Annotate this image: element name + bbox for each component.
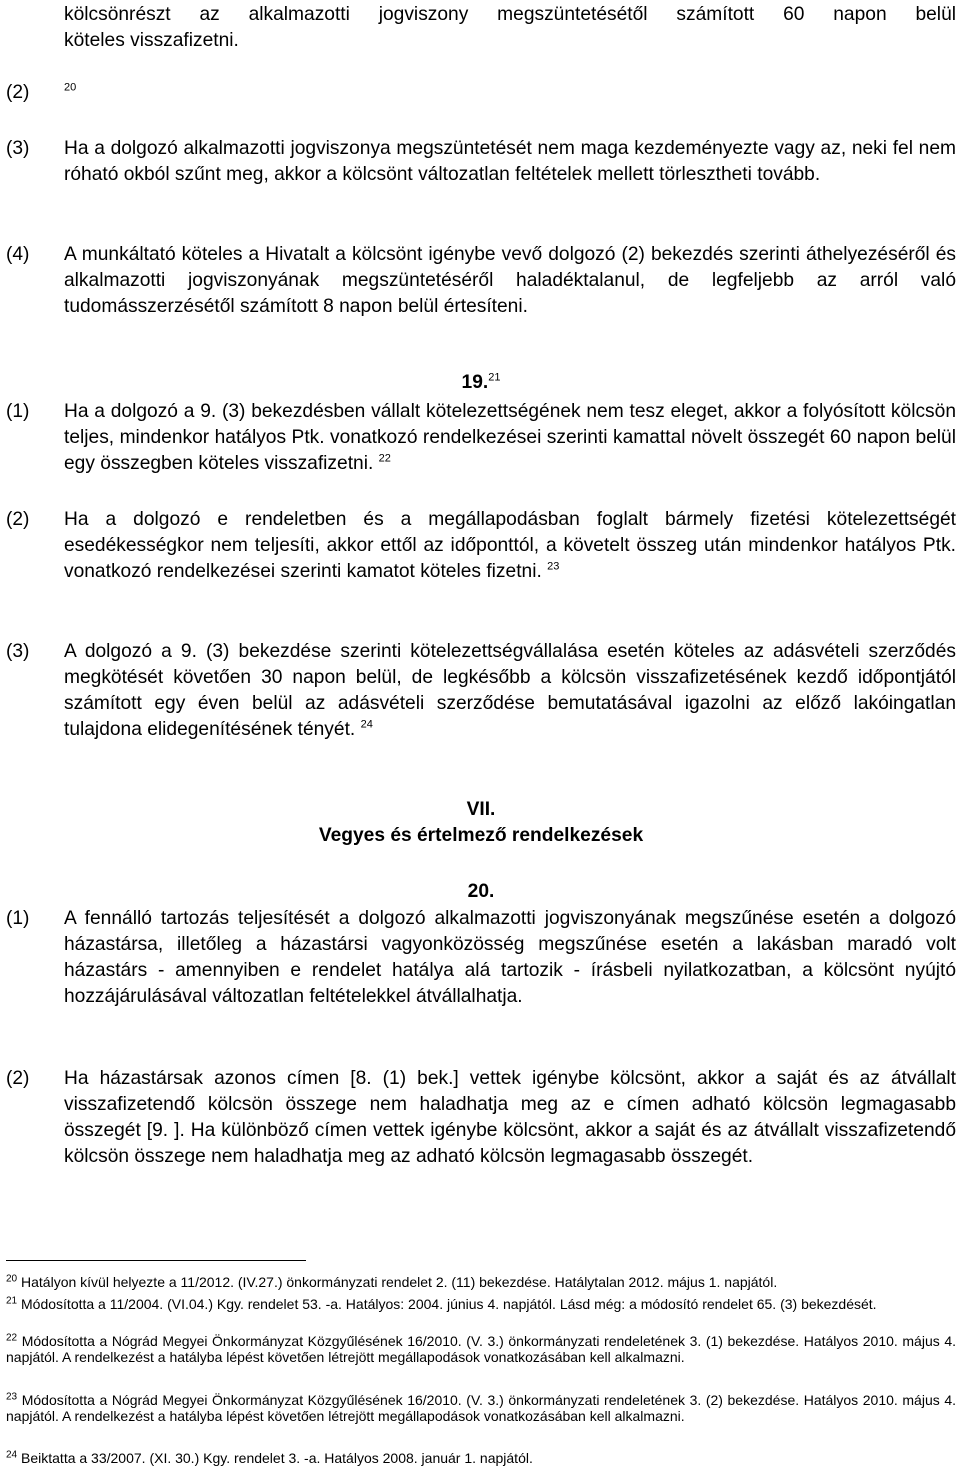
footnote-number: 20 — [6, 1273, 18, 1285]
paragraph-19-1 — [6, 399, 956, 477]
section-number: 19. — [461, 372, 489, 393]
paragraph-text: A dolgozó a 9. (3) bekezdése szerinti kötelezettségvállalása esetén köteles az adásvételi szerződés megkötését követően 30 napon belül, de legkésőbb a kölcsön visszafizetésének kezdő időpontjától számított egy éven belül az adásvételi szerződése bemutatásával igazolni az előző lakóingatlan tulajdona elidegenítésének tényét. — [64, 641, 956, 740]
footnote-24 — [6, 1450, 956, 1466]
continuation-text — [6, 2, 956, 54]
paragraph-18-3 — [6, 136, 956, 188]
paragraph-19-3 — [6, 639, 956, 743]
footnote-ref[interactable]: 23 — [547, 560, 560, 573]
footnote-ref[interactable]: 20 — [64, 81, 77, 94]
chapter-title: Vegyes és értelmező rendelkezések — [318, 825, 644, 846]
footnote-ref[interactable]: 21 — [488, 371, 501, 384]
footnote-text: Módosította a Nógrád Megyei Önkormányzat Közgyűlésének 16/2010. (V. 3.) önkormányzati rendeletének 3. (2) bekezdése. Hatályos 2010. május 4. napjától. A rendelkezést a hatályba lépést követően létrejött megállapodások vonatkozásában kell alkalmazni. — [6, 1392, 956, 1424]
footnote-23 — [6, 1392, 956, 1424]
paragraph-20-2 — [6, 1066, 956, 1170]
footnote-number: 22 — [6, 1332, 18, 1344]
footnote-text: Módosította a Nógrád Megyei Önkormányzat Közgyűlésének 16/2010. (V. 3.) önkormányzati rendeletének 3. (1) bekezdése. Hatályos 2010. május 4. napjától. A rendelkezést a hatályba lépést követően létrejött megállapodások vonatkozásában kell alkalmazni. — [6, 1333, 956, 1365]
paragraph-text: Ha a dolgozó alkalmazotti jogviszonya megszüntetését nem maga kezdeményezte vagy az, neki fel nem róható okból szűnt meg, akkor a kölcsönt változatlan feltételek mellett törlesztheti tovább. — [64, 138, 956, 185]
footnote-22 — [6, 1333, 956, 1365]
paragraph-20-1 — [6, 906, 956, 1010]
paragraph-number: (3) — [6, 641, 30, 662]
footnote-text: Módosította a 11/2004. (VI.04.) Kgy. rendelet 53. -a. Hatályos: 2004. június 4. napjától. Lásd még: a módosító rendelet 65. (3) bekezdését. — [21, 1296, 877, 1312]
paragraph-18-2 — [6, 80, 956, 106]
paragraph-number: (4) — [6, 244, 30, 265]
paragraph-number: (2) — [6, 509, 30, 530]
footnote-ref[interactable]: 24 — [360, 718, 373, 731]
section-20-heading: 20. — [467, 881, 495, 902]
chapter-number: VII. — [466, 799, 496, 820]
footnote-number: 21 — [6, 1295, 18, 1307]
paragraph-number: (2) — [6, 1068, 30, 1089]
paragraph-number: (1) — [6, 401, 30, 422]
paragraph-text: Ha házastársak azonos címen [8. (1) bek.] vettek igénybe kölcsönt, akkor a saját és az átvállalt visszafizetendő kölcsön összege nem haladhatja meg az e címen adható kölcsön legmagasabb összegét [9. ]. Ha különböző címen vettek igénybe kölcsönt, akkor a saját és az átvállalt visszafizetendő kölcsön összege nem haladhatja meg az adható kölcsön legmagasabb összegét. — [64, 1068, 956, 1167]
footnote-number: 23 — [6, 1391, 18, 1403]
continuation-line-2: köteles visszafizetni. — [64, 30, 239, 51]
footnote-text: Hatályon kívül helyezte a 11/2012. (IV.27.) önkormányzati rendelet 2. (11) bekezdése. Hatálytalan 2012. május 1. napjától. — [21, 1274, 778, 1290]
paragraph-text: Ha a dolgozó e rendeletben és a megállapodásban foglalt bármely fizetési kötelezettségét esedékességkor nem teljesíti, akkor ettől az időponttól, a követelt összeg után mindenkor hatályos Ptk. vonatkozó rendelkezései szerinti kamatot köteles fizetni. — [64, 509, 956, 582]
footnote-text: Beiktatta a 33/2007. (XI. 30.) Kgy. rendelet 3. -a. Hatályos 2008. január 1. napjától. — [21, 1450, 533, 1466]
paragraph-text: A fennálló tartozás teljesítését a dolgozó alkalmazotti jogviszonyának megszűnése esetén a dolgozó házastársa, illetőleg a házastársi vagyonközösség megszűnése esetén a lakásban maradó volt házastárs - amennyiben e rendelet hatálya alá tartozik - írásbeli nyilatkozatban, a kölcsönt nyújtó hozzájárulásával változatlan feltételekkel átvállalhatja. — [64, 908, 956, 1007]
section-19-heading — [6, 370, 956, 396]
footnote-separator — [6, 1260, 306, 1261]
paragraph-19-2 — [6, 507, 956, 585]
paragraph-number: (2) — [6, 82, 30, 103]
paragraph-text: Ha a dolgozó a 9. (3) bekezdésben vállalt kötelezettségének nem tesz eleget, akkor a folyósított kölcsön teljes, mindenkor hatályos Ptk. vonatkozó rendelkezései szerinti kamattal növelt összegét 60 napon belül egy összegben köteles visszafizetni. — [64, 401, 956, 474]
continuation-line-1: kölcsönrészt az alkalmazotti jogviszony megszüntetésétől számított 60 napon belül — [64, 4, 956, 25]
footnote-21 — [6, 1296, 956, 1312]
paragraph-text: A munkáltató köteles a Hivatalt a kölcsönt igénybe vevő dolgozó (2) bekezdés szerinti áthelyezéséről és alkalmazotti jogviszonyának megszüntetéséről haladéktalanul, de legfeljebb az arról való tudomásszerzésétől számított 8 napon belül értesíteni. — [64, 244, 956, 317]
paragraph-number: (3) — [6, 138, 30, 159]
paragraph-18-4 — [6, 242, 956, 320]
footnote-20 — [6, 1274, 956, 1290]
paragraph-number: (1) — [6, 908, 30, 929]
footnote-ref[interactable]: 22 — [378, 452, 391, 465]
footnote-number: 24 — [6, 1449, 18, 1461]
